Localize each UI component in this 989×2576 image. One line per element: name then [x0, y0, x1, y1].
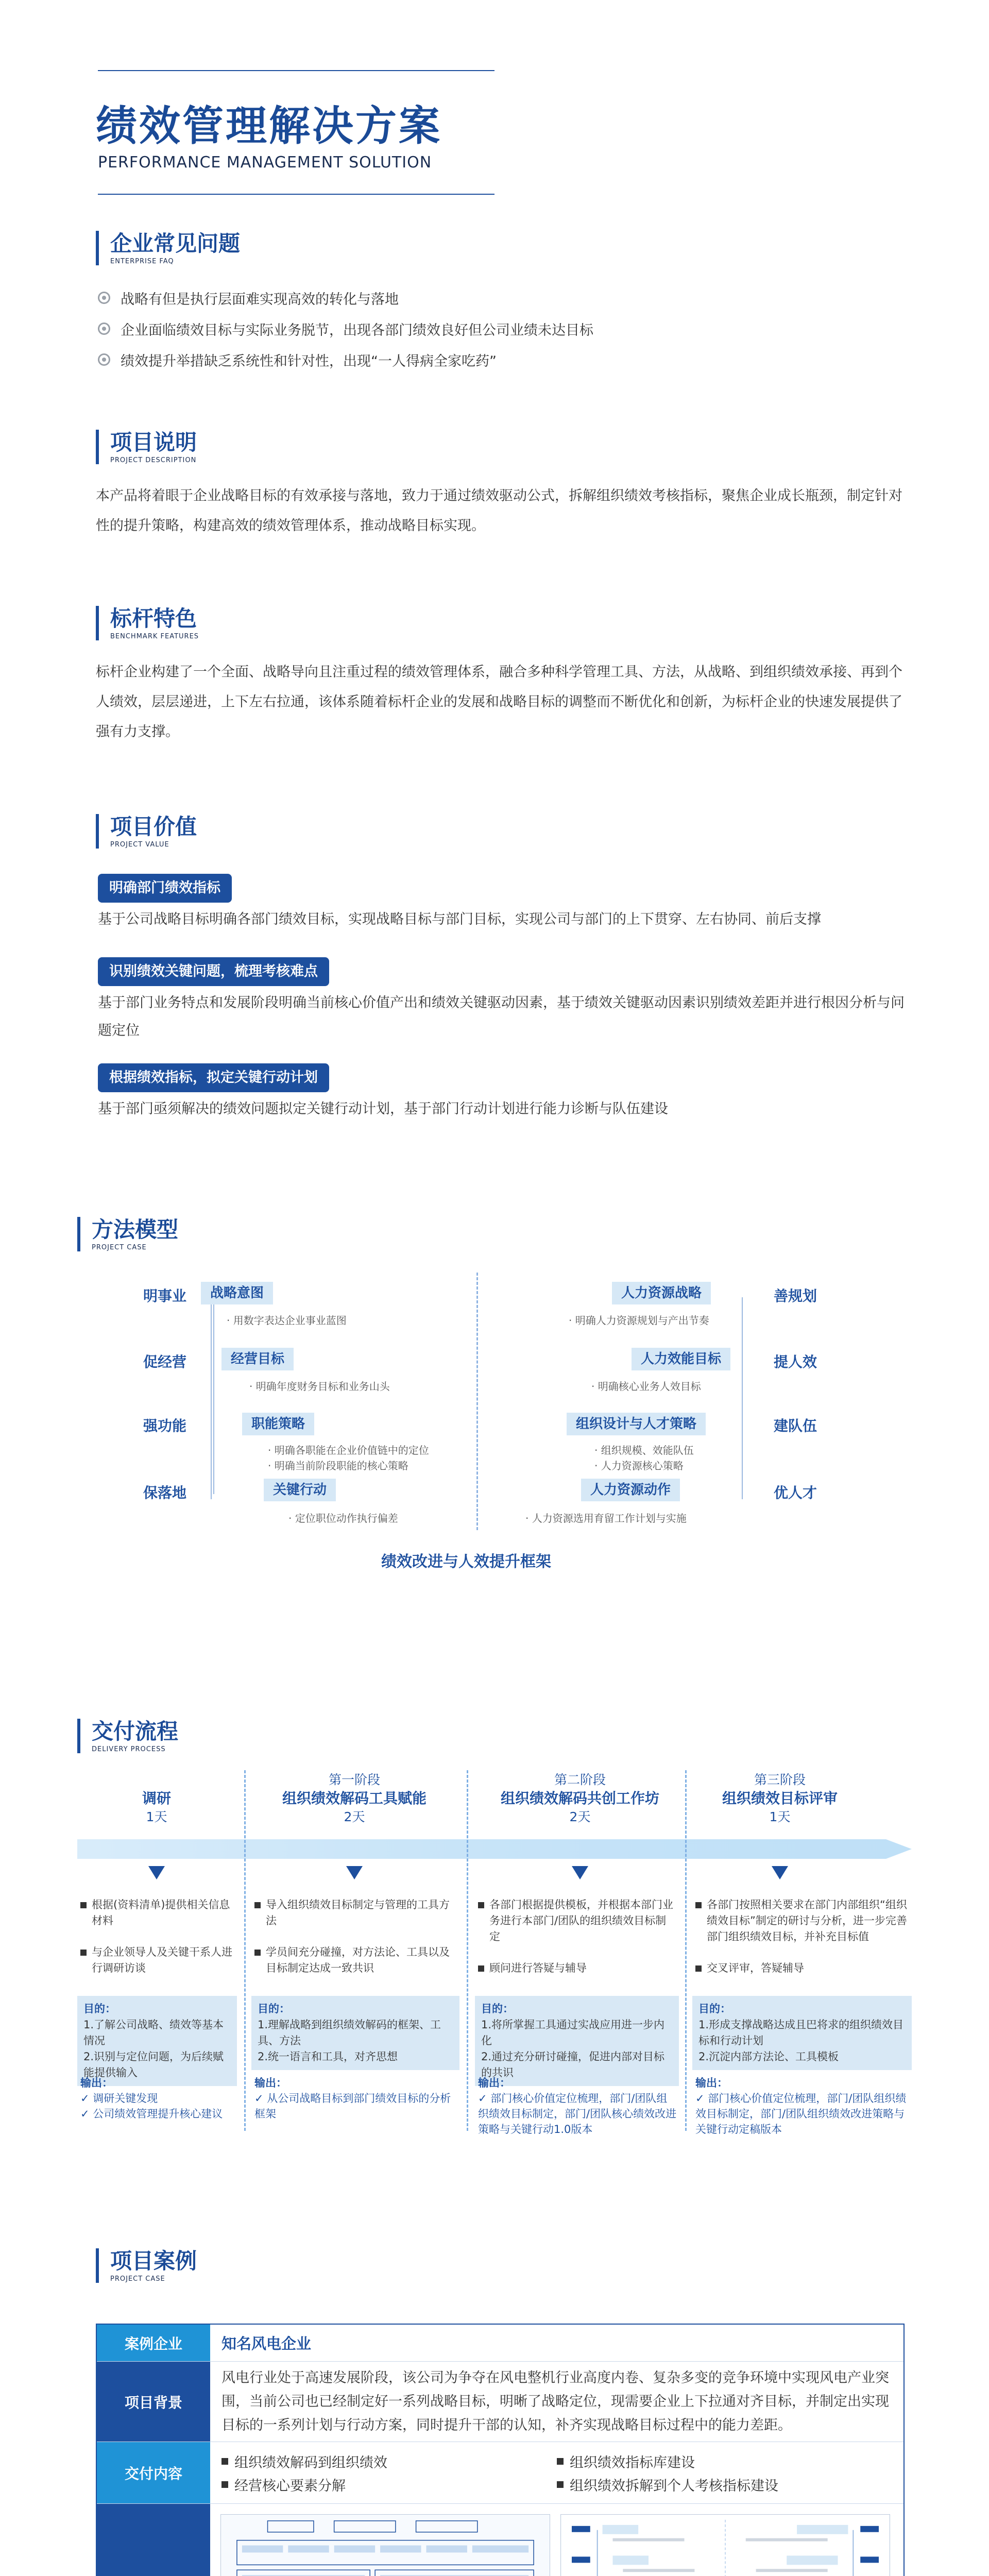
case-content-text: 组织绩效解码到组织绩效: [234, 2454, 387, 2471]
goal-item: 1.了解公司战略、绩效等基本情况: [83, 2019, 224, 2047]
bullet-square-icon: [695, 1902, 702, 1908]
phase-header: [487, 1771, 673, 1826]
phase-header: [687, 1771, 873, 1826]
case-background: 风电行业处于高速发展阶段，该公司为争夺在风电整机行业高度内卷、复杂多变的竞争环境中实现风电产业突围，当前公司也已经制定好一系列战略目标，明晰了战略定位，现需要企业上下拉通对齐目标，并制定出实现目标的一系列计划与行动方案，同时提升干部的认知，补齐实现战略目标过程中的能力差距。: [221, 2369, 889, 2433]
section-subtitle: BENCHMARK FEATURES: [110, 633, 199, 640]
case-excerpts: [210, 2504, 903, 2576]
faq-list: [98, 282, 593, 375]
case-row: [97, 2442, 903, 2504]
phase-name: 调研: [142, 1790, 171, 1807]
section-title: 项目说明: [110, 430, 197, 455]
method-note: · 明确各职能在企业价值链中的定位: [268, 1444, 429, 1456]
page-title: 绩效管理解决方案: [96, 102, 442, 150]
phase-days: 2天: [344, 1809, 365, 1824]
delivery-bullet: 根据(资料清单)提供相关信息材料: [92, 1899, 230, 1927]
bullet-square-icon: [80, 1902, 87, 1908]
method-box-org-design: 组织设计与人才策略: [567, 1413, 706, 1435]
bullet-square-icon: [695, 1965, 702, 1972]
method-note: · 定位职位动作执行偏差: [288, 1512, 398, 1524]
bullet-square-icon: [478, 1902, 484, 1908]
section-subtitle: PROJECT CASE: [92, 1244, 147, 1251]
case-label: [97, 2504, 210, 2576]
method-center-divider: [476, 1273, 478, 1530]
bullet-square-icon: [557, 2481, 564, 2488]
goal-item: 2.识别与定位问题，为后续赋能提供输入: [83, 2050, 224, 2079]
section-title: 方法模型: [92, 1217, 179, 1242]
phase-days: 1天: [769, 1809, 791, 1824]
method-box-hr-strategy: 人力资源战略: [612, 1282, 711, 1304]
phase-header: [64, 1789, 249, 1826]
goal-item: 2.通过充分研讨碰撞，促进内部对目标的共识: [481, 2050, 665, 2079]
method-box-hr-action: 人力资源动作: [581, 1479, 680, 1501]
timeline-arrow: [77, 1835, 912, 1863]
phase-marker-icon: [572, 1866, 588, 1879]
output-item: ✓ 部门核心价值定位梳理，部门/团队组织绩效目标制定，部门/团队组织绩效改进策略与关键行动定稿版本: [695, 2092, 907, 2136]
faq-item: [98, 344, 593, 375]
phase-days: 2天: [569, 1809, 591, 1824]
case-contents: [210, 2442, 903, 2503]
case-content-text: 组织绩效指标库建设: [570, 2454, 695, 2471]
faq-item-text: 战略有但是执行层面难实现高效的转化与落地: [121, 291, 399, 308]
output-item: ✓ 部门核心价值定位梳理，部门/团队组织绩效目标制定，部门/团队核心绩效改进策略与关键行动1.0版本: [478, 2092, 677, 2136]
phase-stage: 第一阶段: [328, 1772, 380, 1787]
method-box-function-strategy: 职能策略: [242, 1413, 314, 1435]
delivery-output: [254, 2075, 457, 2122]
section-title: 标杆特色: [110, 606, 197, 631]
method-box-hr-efficiency: 人力效能目标: [632, 1348, 730, 1370]
bullet-circle-icon: [98, 292, 110, 304]
faq-item-text: 企业面临绩效目标与实际业务脱节，出现各部门绩效良好但公司业绩未达目标: [121, 322, 593, 338]
section-subtitle: DELIVERY PROCESS: [92, 1745, 166, 1753]
value-tag: 根据绩效指标，拟定关键行动计划: [98, 1063, 329, 1092]
method-left-label: 促经营: [143, 1353, 187, 1370]
method-note: · 明确年度财务目标和业务山头: [249, 1380, 390, 1393]
case-company: 知名风电企业: [221, 2335, 312, 2352]
section-header-delivery: [77, 1719, 178, 1753]
bullet-circle-icon: [98, 323, 110, 335]
case-row: [97, 2325, 903, 2362]
bullet-square-icon: [80, 1950, 87, 1956]
method-left-label: 保落地: [143, 1484, 187, 1501]
phase-name: 组织绩效解码工具赋能: [282, 1790, 427, 1807]
section-subtitle: PROJECT DESCRIPTION: [110, 456, 197, 464]
goal-item: 1.形成支撑战略达成且巴将求的组织绩效目标和行动计划: [698, 2019, 904, 2047]
bullet-circle-icon: [98, 353, 110, 366]
phase-marker-icon: [148, 1866, 165, 1879]
method-right-spine: [742, 1297, 743, 1499]
output-item: ✓ 调研关键发现: [80, 2092, 158, 2105]
method-box-key-action: 关键行动: [264, 1479, 336, 1501]
faq-item: [98, 313, 593, 344]
bullet-square-icon: [254, 1950, 261, 1956]
faq-item: [98, 282, 593, 313]
output-title: 输出：: [254, 2077, 287, 2089]
method-box-business-goal: 经营目标: [221, 1348, 294, 1370]
section-header-value: [96, 814, 197, 849]
bullet-square-icon: [254, 1902, 261, 1908]
delivery-output: [80, 2075, 235, 2122]
delivery-output: [695, 2075, 912, 2137]
method-right-label: 提人效: [774, 1353, 817, 1370]
goal-title: 目的：: [698, 2003, 731, 2015]
bullet-square-icon: [557, 2458, 564, 2465]
output-item: ✓ 公司绩效管理提升核心建议: [80, 2108, 223, 2120]
section-subtitle: PROJECT CASE: [110, 2275, 165, 2283]
phase-divider: [467, 1770, 468, 2131]
phase-marker-icon: [346, 1866, 363, 1879]
delivery-column: [254, 1897, 457, 1992]
case-content-item: [221, 2451, 557, 2471]
section-header-features: [96, 606, 199, 640]
case-content-item: [221, 2475, 557, 2495]
section-header-cases: [96, 2248, 197, 2283]
delivery-bullet: 导入组织绩效目标制定与管理的工具方法: [266, 1899, 450, 1927]
case-table: [96, 2324, 905, 2576]
faq-item-text: 绩效提升举措缺乏系统性和针对性，出现“一人得病全家吃药”: [121, 353, 497, 369]
bullet-square-icon: [478, 1965, 484, 1972]
phase-name: 组织绩效目标评审: [722, 1790, 838, 1807]
bullet-square-icon: [221, 2481, 228, 2488]
method-caption: 绩效改进与人效提升框架: [381, 1553, 551, 1571]
delivery-bullet: 顾问进行答疑与辅导: [489, 1962, 587, 1974]
method-note: · 明确人力资源规划与产出节奏: [569, 1314, 709, 1327]
phase-header: [262, 1771, 447, 1826]
goal-title: 目的：: [83, 2003, 116, 2015]
method-left-spine: [213, 1298, 214, 1494]
output-title: 输出：: [478, 2077, 510, 2089]
phase-divider: [685, 1770, 687, 2131]
method-right-label: 善规划: [774, 1287, 817, 1304]
delivery-bullet: 与企业领导人及关键干系人进行调研访谈: [92, 1946, 232, 1974]
delivery-bullet: 交叉评审，答疑辅导: [707, 1962, 804, 1974]
delivery-goal: [251, 1996, 459, 2070]
section-header-faq: [96, 231, 240, 265]
phase-divider: [244, 1770, 246, 2131]
delivery-output: [478, 2075, 677, 2137]
method-note: · 明确核心业务人效目标: [591, 1380, 701, 1393]
goal-item: 1.将所掌握工具通过实战应用进一步内化: [481, 2019, 665, 2047]
features-text: 标杆企业构建了一个全面、战略导向且注重过程的绩效管理体系，融合多种科学管理工具、方法，从战略、到组织绩效承接、再到个人绩效，层层递进，上下左右拉通，该体系随着标杆企业的发展和战略目标的调整而不断优化和创新，为标杆企业的快速发展提供了强有力支撑。: [96, 664, 902, 740]
case-label: 交付内容: [97, 2442, 210, 2503]
hero-top-divider: [98, 70, 494, 71]
delivery-goal: [475, 1996, 679, 2086]
delivery-column: [478, 1897, 677, 1992]
goal-title: 目的：: [258, 2003, 290, 2015]
excerpt-framework-image: [560, 2514, 890, 2576]
method-right-label: 优人才: [774, 1484, 817, 1501]
case-label: 项目背景: [97, 2362, 210, 2442]
method-note: · 明确当前阶段职能的核心策略: [268, 1460, 408, 1472]
section-header-method: [77, 1217, 178, 1251]
value-tag: 识别绩效关键问题，梳理考核难点: [98, 957, 329, 986]
method-left-label: 强功能: [143, 1417, 187, 1434]
case-row: [97, 2504, 903, 2576]
section-title: 项目价值: [110, 814, 197, 839]
section-subtitle: PROJECT VALUE: [110, 841, 169, 849]
method-note: · 人力资源选用育留工作计划与实施: [525, 1512, 687, 1524]
case-row: [97, 2362, 903, 2442]
case-content-item: [557, 2451, 892, 2471]
section-subtitle: ENTERPRISE FAQ: [110, 258, 174, 265]
method-note: · 组织规模、效能队伍: [594, 1444, 694, 1456]
delivery-bullet: 各部门按照相关要求在部门内部组织“组织绩效目标”制定的研讨与分析，进一步完善部门组织绩效目标，并补充目标值: [707, 1899, 907, 1943]
bullet-square-icon: [221, 2458, 228, 2465]
phase-stage: 第三阶段: [754, 1772, 806, 1787]
section-header-description: [96, 430, 197, 464]
section-title: 交付流程: [92, 1719, 179, 1744]
delivery-bullet: 学员间充分碰撞，对方法论、工具以及目标制定达成一致共识: [266, 1946, 450, 1974]
hero-bottom-divider: [98, 194, 494, 195]
method-note: · 用数字表达企业事业蓝图: [227, 1314, 347, 1327]
value-text: 基于部门业务特点和发展阶段明确当前核心价值产出和绩效关键驱动因素，基于绩效关键驱动因素识别绩效差距并进行根因分析与问题定位: [98, 995, 905, 1039]
page-subtitle: PERFORMANCE MANAGEMENT SOLUTION: [98, 154, 432, 172]
case-content-item: [557, 2475, 892, 2495]
delivery-column: [80, 1897, 235, 1992]
section-title: 企业常见问题: [110, 231, 241, 256]
delivery-column: [695, 1897, 912, 1992]
output-item: ✓ 从公司战略目标到部门绩效目标的分析框架: [254, 2092, 451, 2120]
value-text: 基于公司战略目标明确各部门绩效目标，实现战略目标与部门目标，实现公司与部门的上下贯穿、左右协同、前后支撑: [98, 911, 821, 927]
excerpt-flowchart-image: [220, 2514, 550, 2576]
output-title: 输出：: [80, 2077, 113, 2089]
value-text: 基于部门亟须解决的绩效问题拟定关键行动计划，基于部门行动计划进行能力诊断与队伍建设: [98, 1101, 668, 1117]
value-tag: 明确部门绩效指标: [98, 874, 232, 903]
delivery-goal: [77, 1996, 237, 2086]
section-title: 项目案例: [110, 2248, 197, 2274]
method-box-strategy-intent: 战略意图: [201, 1282, 273, 1304]
phase-stage: 第二阶段: [554, 1772, 606, 1787]
case-content-text: 组织绩效拆解到个人考核指标建设: [570, 2478, 778, 2494]
goal-title: 目的：: [481, 2003, 514, 2015]
method-note: · 人力资源核心策略: [594, 1460, 684, 1472]
phase-marker-icon: [772, 1866, 788, 1879]
method-right-label: 建队伍: [774, 1417, 817, 1434]
delivery-goal: [692, 1996, 912, 2070]
delivery-bullet: 各部门根据提供模板，并根据本部门业务进行本部门/团队的组织绩效目标制定: [489, 1899, 673, 1943]
goal-item: 2.沉淀内部方法论、工具模板: [698, 2050, 839, 2063]
goal-item: 1.理解战略到组织绩效解码的框架、工具、方法: [258, 2019, 441, 2047]
method-left-label: 明事业: [143, 1287, 187, 1304]
goal-item: 2.统一语言和工具，对齐思想: [258, 2050, 398, 2063]
phase-name: 组织绩效解码共创工作坊: [500, 1790, 659, 1807]
phase-days: 1天: [146, 1809, 167, 1824]
case-label: 案例企业: [97, 2325, 210, 2361]
case-content-text: 经营核心要素分解: [234, 2478, 346, 2494]
output-title: 输出：: [695, 2077, 728, 2089]
description-text: 本产品将着眼于企业战略目标的有效承接与落地，致力于通过绩效驱动公式，拆解组织绩效考核指标，聚焦企业成长瓶颈，制定针对性的提升策略，构建高效的绩效管理体系，推动战略目标实现。: [96, 488, 902, 534]
method-left-spine: [211, 1297, 212, 1499]
